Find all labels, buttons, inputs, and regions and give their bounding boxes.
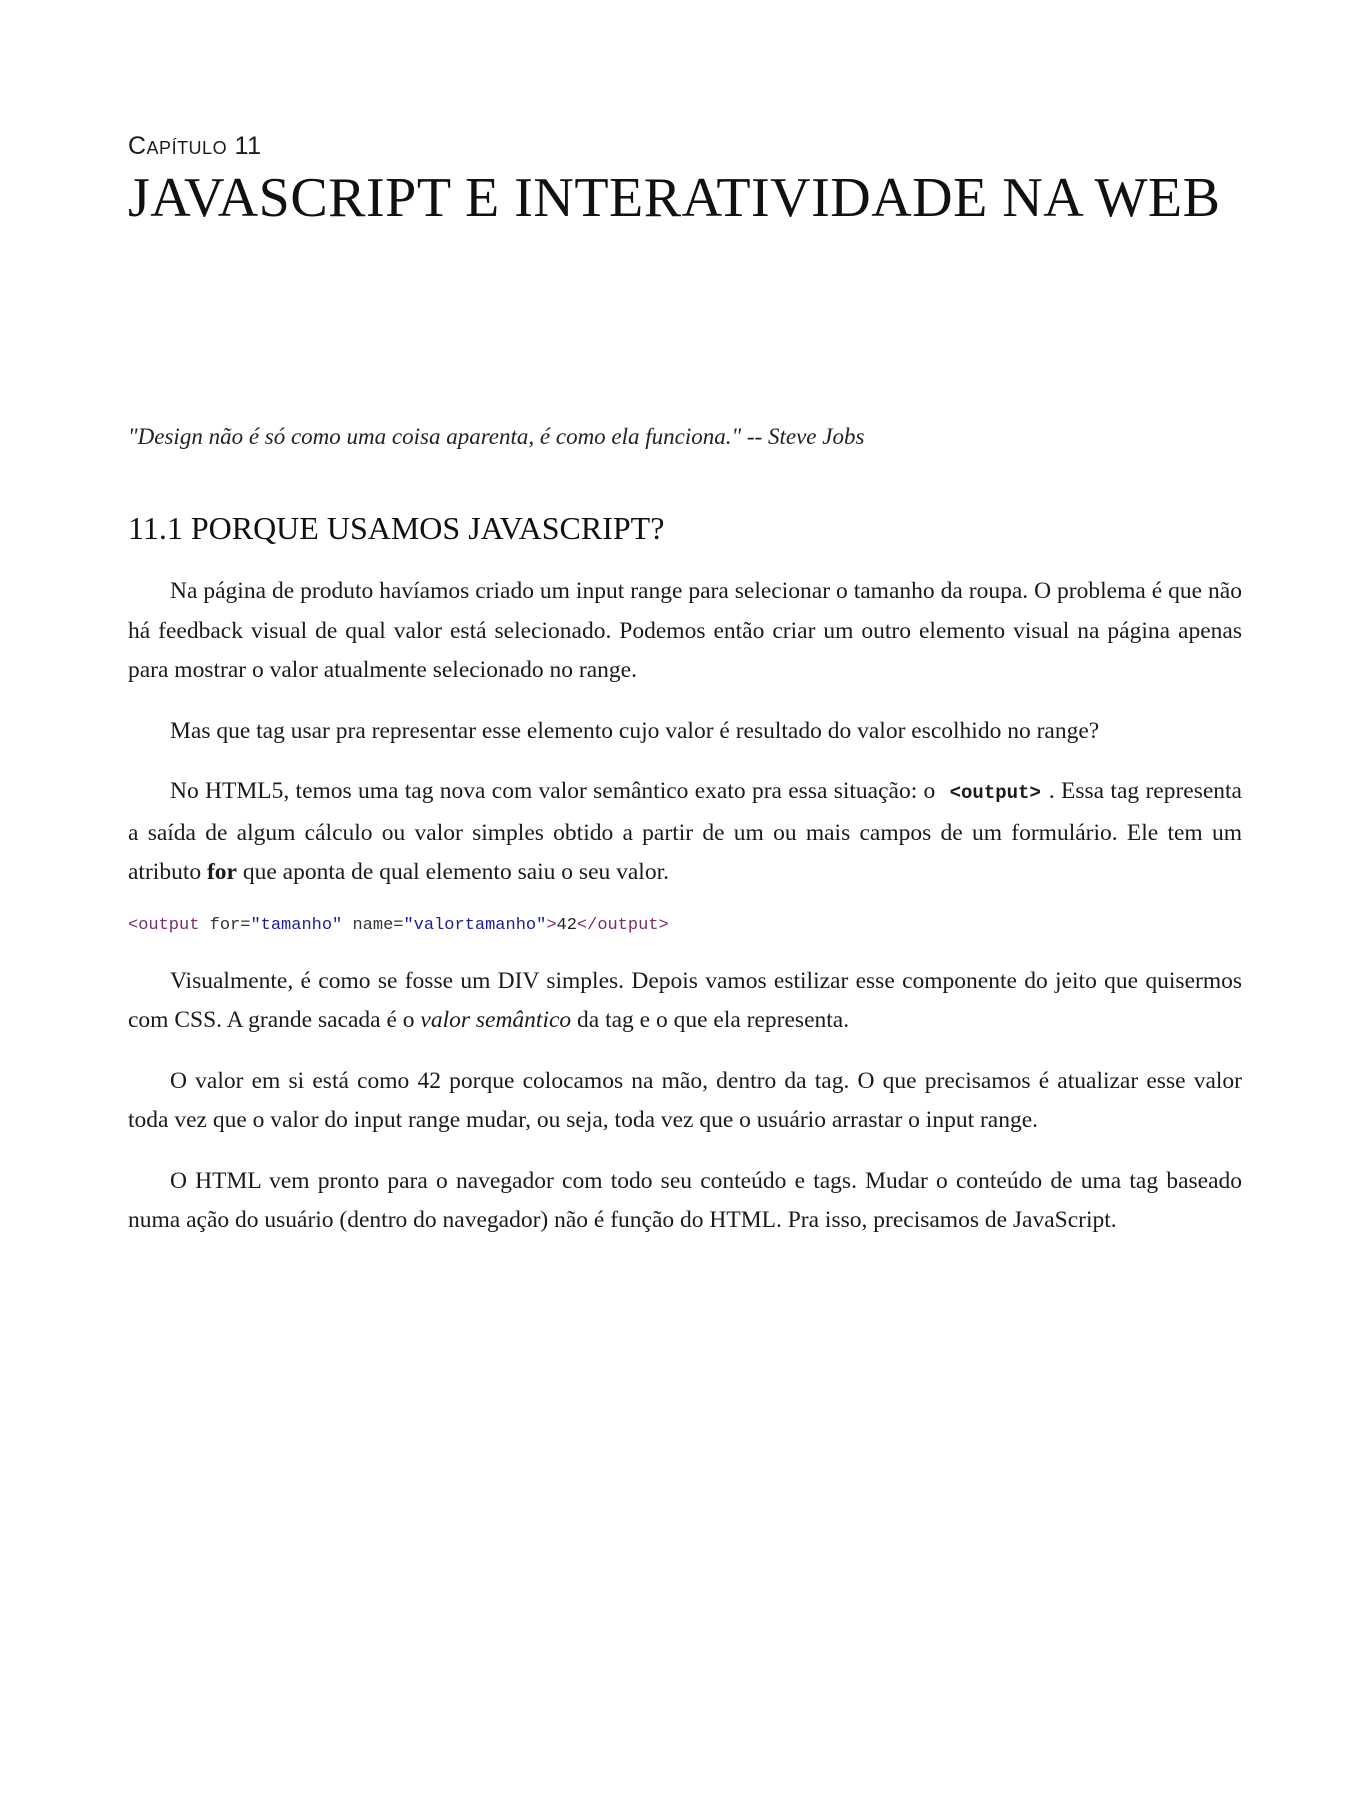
paragraph-2: Mas que tag usar pra representar esse elemento cujo valor é resultado do valor escolhido no range?	[170, 717, 1100, 744]
bold-for-attribute: for	[206, 859, 237, 885]
code-value-tamanho: "tamanho"	[250, 915, 343, 935]
code-open-tag: <output	[128, 915, 200, 935]
code-attr-name: name=	[342, 915, 404, 935]
code-example	[128, 914, 1242, 938]
code-end-tag: </output>	[576, 915, 669, 935]
chapter-label: Capítulo 11	[128, 132, 262, 160]
code-value-valortamanho: "valortamanho"	[403, 915, 547, 935]
section-title: 11.1 PORQUE USAMOS JAVASCRIPT?	[128, 510, 665, 546]
chapter-title: JAVASCRIPT E INTERATIVIDADE NA WEB	[128, 167, 1221, 229]
code-content: 42	[556, 915, 577, 935]
paragraph-4	[128, 962, 1242, 1041]
section-body	[128, 572, 1242, 1262]
inline-code-output-tag: <output>	[949, 782, 1041, 804]
paragraph-3-text-a: No HTML5, temos uma tag nova com valor semântico exato pra essa situação: o	[170, 778, 936, 804]
paragraph-3-text-c: que aponta de qual elemento saiu o seu valor.	[242, 859, 669, 885]
epigraph-quote: "Design não é só como uma coisa aparenta, é como ela funciona." -- Steve Jobs	[128, 424, 865, 449]
paragraph-3-text-b: . Essa tag representa a saída de algum cálculo ou valor simples obtido a partir de um ou mais campos de um formulário. Ele tem um atributo	[128, 778, 1242, 885]
code-attr-for: for=	[199, 915, 251, 935]
code-close-bracket: >	[546, 915, 557, 935]
italic-valor-semantico: valor semântico	[420, 1007, 572, 1033]
paragraph-3	[128, 772, 1242, 893]
paragraph-1: Na página de produto havíamos criado um input range para selecionar o tamanho da roupa. O problema é que não há feedback visual de qual valor está selecionado. Podemos então criar um outro elemento visual na página apenas para mostrar o valor atualmente selecionado no range.	[128, 578, 1242, 683]
paragraph-6: O HTML vem pronto para o navegador com todo seu conteúdo e tags. Mudar o conteúdo de uma tag baseado numa ação do usuário (dentro do navegador) não é função do HTML. Pra isso, precisamos de JavaScript.	[128, 1167, 1242, 1233]
paragraph-4-text-a: Visualmente, é como se fosse um DIV simples. Depois vamos estilizar esse componente do jeito que quisermos com CSS. A grande sacada é o	[128, 967, 1242, 1033]
paragraph-5: O valor em si está como 42 porque colocamos na mão, dentro da tag. O que precisamos é atualizar esse valor toda vez que o valor do input range mudar, ou seja, toda vez que o usuário arrastar o input range.	[128, 1067, 1242, 1133]
paragraph-4-text-b: da tag e o que ela representa.	[577, 1007, 850, 1033]
